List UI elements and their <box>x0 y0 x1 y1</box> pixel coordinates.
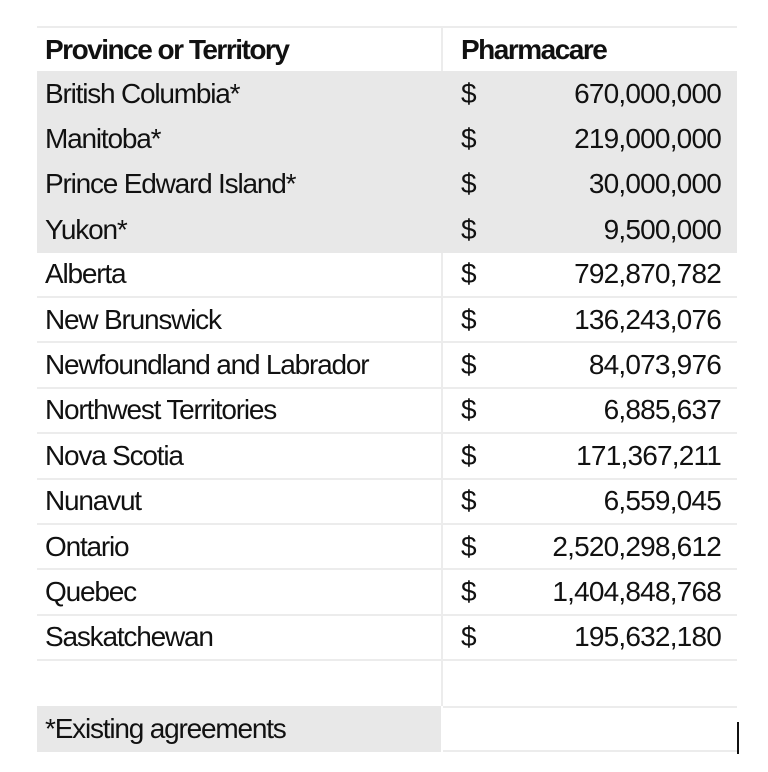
table-row <box>37 116 737 161</box>
province-cell: British Columbia* <box>37 71 443 116</box>
table-row <box>37 162 737 207</box>
footnote-text: *Existing agreements <box>37 706 443 751</box>
header-pharmacare: Pharmacare <box>461 33 607 65</box>
table-row <box>37 389 737 434</box>
currency-symbol: $ <box>461 439 476 471</box>
table-row <box>37 570 737 615</box>
table-row <box>37 253 737 298</box>
table-row <box>37 525 737 570</box>
currency-symbol: $ <box>461 394 476 426</box>
province-cell: Prince Edward Island* <box>37 162 443 207</box>
amount-cell: 136,243,076 <box>574 303 721 335</box>
currency-symbol: $ <box>461 258 476 290</box>
amount-cell: 84,073,976 <box>588 349 721 381</box>
amount-cell: 30,000,000 <box>588 168 721 200</box>
currency-symbol: $ <box>461 621 476 653</box>
table-row <box>37 207 737 252</box>
province-cell: Yukon* <box>37 207 443 252</box>
province-cell: Nunavut <box>37 480 443 523</box>
province-cell: Ontario <box>37 525 443 568</box>
empty-cell <box>443 661 737 706</box>
amount-cell: 6,885,637 <box>603 394 721 426</box>
table-row <box>37 434 737 479</box>
currency-symbol: $ <box>461 349 476 381</box>
table-row <box>37 71 737 116</box>
table-header-row <box>37 26 737 71</box>
currency-symbol: $ <box>461 530 476 562</box>
province-cell: Newfoundland and Labrador <box>37 343 443 386</box>
currency-symbol: $ <box>461 213 476 245</box>
header-province: Province or Territory <box>37 28 443 71</box>
amount-cell: 6,559,045 <box>603 485 721 517</box>
currency-symbol: $ <box>461 77 476 109</box>
table-row <box>37 298 737 343</box>
currency-symbol: $ <box>461 303 476 335</box>
currency-symbol: $ <box>461 485 476 517</box>
province-cell: Northwest Territories <box>37 389 443 432</box>
footnote-row <box>37 706 737 751</box>
amount-cell: 792,870,782 <box>574 258 721 290</box>
amount-cell: 1,404,848,768 <box>552 575 721 607</box>
province-cell: New Brunswick <box>37 298 443 341</box>
province-cell: Saskatchewan <box>37 616 443 659</box>
amount-cell: 171,367,211 <box>576 439 721 471</box>
currency-symbol: $ <box>461 575 476 607</box>
amount-cell: 2,520,298,612 <box>552 530 721 562</box>
province-cell: Nova Scotia <box>37 434 443 477</box>
table-row <box>37 480 737 525</box>
province-cell: Quebec <box>37 570 443 613</box>
amount-cell: 195,632,180 <box>574 621 721 653</box>
province-cell: Manitoba* <box>37 116 443 161</box>
empty-cell <box>37 661 443 706</box>
amount-cell: 219,000,000 <box>574 123 721 155</box>
currency-symbol: $ <box>461 168 476 200</box>
table-row <box>37 343 737 388</box>
pharmacare-table <box>37 26 737 752</box>
amount-cell: 670,000,000 <box>574 77 721 109</box>
text-cursor <box>737 722 739 754</box>
province-cell: Alberta <box>37 253 443 296</box>
amount-cell: 9,500,000 <box>603 213 721 245</box>
table-row <box>37 616 737 661</box>
footnote-empty-cell[interactable] <box>443 706 737 751</box>
empty-row <box>37 661 737 706</box>
currency-symbol: $ <box>461 123 476 155</box>
